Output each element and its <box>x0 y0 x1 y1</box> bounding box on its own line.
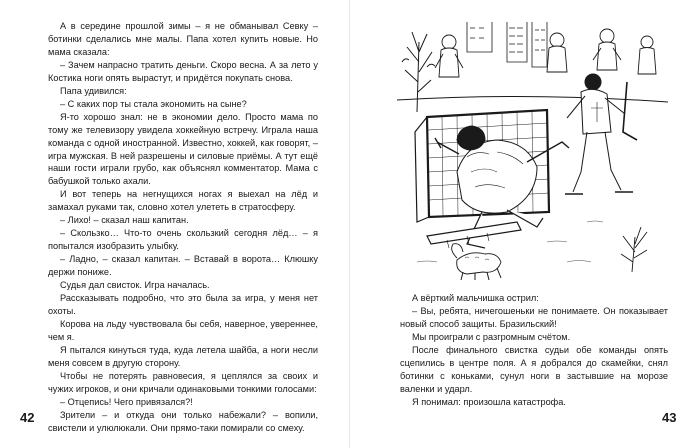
paragraph: Рассказывать подробно, что это была за игра, у меня нет охоты. <box>48 293 318 316</box>
hockey-illustration <box>397 22 668 280</box>
paragraph: И вот теперь на негнущихся ногах я выехал на лёд и замахал руками так, словно хотел улететь в стратосферу. <box>48 189 318 213</box>
paragraph: Мы проиграли с разгромным счётом. <box>412 331 571 342</box>
paragraph: – Лихо! – сказал наш капитан. <box>60 215 189 226</box>
paragraph: А в середине прошлой зимы – я не обманывал Севку – ботинки сделались мне малы. Папа хотел купить новые. Но мама сказала: <box>48 21 318 57</box>
paragraph: Судья дал свисток. Игра началась. <box>60 280 210 291</box>
paragraph: Корова на льду чувствовала бы себя, наверное, увереннее, чем я. <box>48 318 318 342</box>
right-page-text <box>400 292 668 409</box>
paragraph: Зрители – и откуда они только набежали? – вопили, свистели и улюлюкали. Они прямо-таки помирали со смеху. <box>48 409 318 433</box>
paragraph: – Вы, ребята, ничегошеньки не понимаете. Он показывает новый способ защиты. Бразильский! <box>400 305 668 329</box>
paragraph: – С каких пор ты стала экономить на сыне? <box>60 98 247 109</box>
right-page <box>350 0 699 448</box>
paragraph: Я понимал: произошла катастрофа. <box>412 396 566 407</box>
paragraph: – Зачем напрасно тратить деньги. Скоро весна. А за лето у Костика ноги опять вырастут, и придётся покупать снова. <box>48 59 318 83</box>
paragraph: – Ладно, – сказал капитан. – Вставай в ворота… Клюшку держи пониже. <box>48 254 318 278</box>
paragraph: Я пытался кинуться туда, куда летела шайба, а ноги несли меня совсем в другую сторону. <box>48 344 318 368</box>
paragraph: Я-то хорошо знал: не в экономии дело. Просто мама по тому же телевизору увидела хоккейную встречу. Играла наша команда с одной иностранной. Известно, хоккей, как говорят, – игра мужская. В ней разрешены и силовые приёмы. А тут ещё наши гости играли грубо, как объяснял комментатор. Мама с бабушкой только ахали. <box>48 111 318 187</box>
paragraph: Папа удивился: <box>60 85 127 96</box>
paragraph: Чтобы не потерять равновесия, я цеплялся за своих и чужих игроков, и они кричали одинаковыми тонкими голосами: <box>48 370 318 394</box>
paragraph: – Скользко… Что-то очень скользкий сегодня лёд… – я попытался изобразить улыбку. <box>48 228 318 252</box>
paragraph: А вёрткий мальчишка острил: <box>412 293 539 303</box>
paragraph: После финального свистка судьи обе команды опять сцепились в центре поля. А я добрался до скамейки, снял ботинки с коньками, сунул ноги в застывшие на морозе валенки и ударл. <box>400 344 668 394</box>
paragraph: – Отцепись! Чего привязался?! <box>60 396 193 407</box>
left-page-text <box>48 20 318 435</box>
page-number-right: 43 <box>662 410 677 425</box>
page-number-left: 42 <box>20 410 35 425</box>
left-page <box>0 0 349 448</box>
